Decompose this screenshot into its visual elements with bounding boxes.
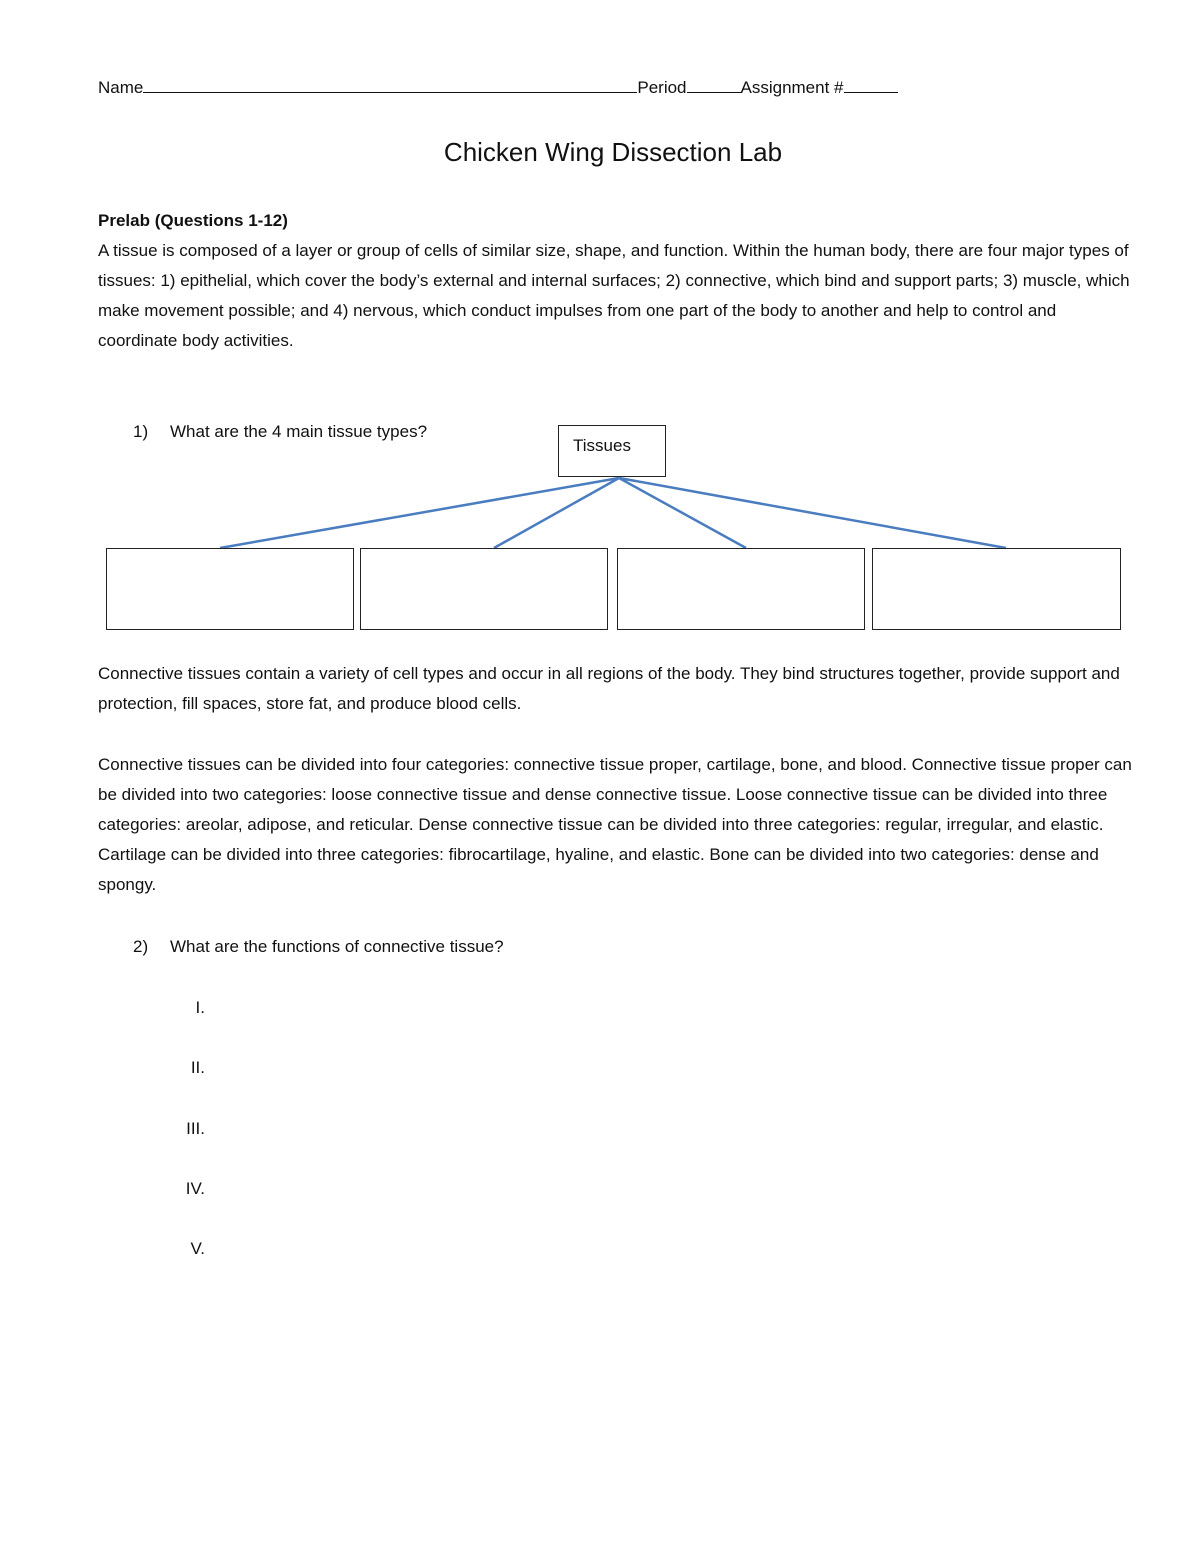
tissues-root-box: [558, 425, 666, 477]
prelab-intro: A tissue is composed of a layer or group of cells of similar size, shape, and function. Within the human body, there are four major types of tissues: 1) epithelial, which cover the body’s external and internal surfaces; 2) connective, which bind and support parts; 3) muscle, which make movement possible; and 4) nervous, which conduct impulses from one part of the body to another and help to control and coordinate body activities.: [98, 241, 1130, 350]
assignment-blank[interactable]: [844, 74, 898, 93]
question-1-number: 1): [133, 422, 149, 441]
function-item-2: II.: [190, 1058, 205, 1077]
tissue-answer-box-1[interactable]: [106, 548, 354, 630]
tissue-answer-box-3[interactable]: [617, 548, 865, 630]
function-item-3: III.: [186, 1119, 205, 1138]
question-1: [133, 420, 427, 444]
connector-line-1: [220, 478, 619, 548]
function-item-1: I.: [195, 998, 205, 1017]
question-2-number: 2): [133, 937, 149, 956]
tissue-answer-box-2[interactable]: [360, 548, 608, 630]
name-blank[interactable]: [143, 74, 637, 93]
function-item-4: IV.: [185, 1179, 205, 1198]
connective-paragraph-1: Connective tissues contain a variety of cell types and occur in all regions of the body. They bind structures together, provide support and protection, fill spaces, store fat, and produce blood cells.: [98, 664, 1120, 713]
function-item-5: V.: [190, 1239, 205, 1258]
header-line: [98, 74, 898, 100]
prelab-section: [98, 206, 1138, 356]
question-2-text: What are the functions of connective tissue?: [170, 937, 504, 956]
period-blank[interactable]: [687, 74, 741, 93]
assignment-label: Assignment #: [740, 78, 844, 97]
connective-paragraph-2: Connective tissues can be divided into four categories: connective tissue proper, cartilage, bone, and blood. Connective tissue proper can be divided into two categories: loose connective tissue and dense connective tissue. Loose connective tissue can be divided into three categories: areolar, adipose, and reticular. Dense connective tissue can be divided into three categories: regular, irregular, and elastic. Cartilage can be divided into three categories: fibrocartilage, hyaline, and elastic. Bone can be divided into two categories: dense and spongy.: [98, 755, 1132, 894]
connector-line-2: [494, 478, 619, 548]
period-label: Period: [637, 78, 687, 97]
tissues-root-label: Tissues: [573, 436, 631, 455]
question-1-text: What are the 4 main tissue types?: [170, 422, 428, 441]
connector-line-4: [619, 478, 1006, 548]
prelab-heading: Prelab (Questions 1-12): [98, 211, 288, 230]
page-title: Chicken Wing Dissection Lab: [443, 137, 783, 167]
connector-line-3: [619, 478, 746, 548]
tissue-answer-box-4[interactable]: [872, 548, 1121, 630]
question-2: [133, 935, 504, 959]
name-label: Name: [98, 78, 144, 97]
